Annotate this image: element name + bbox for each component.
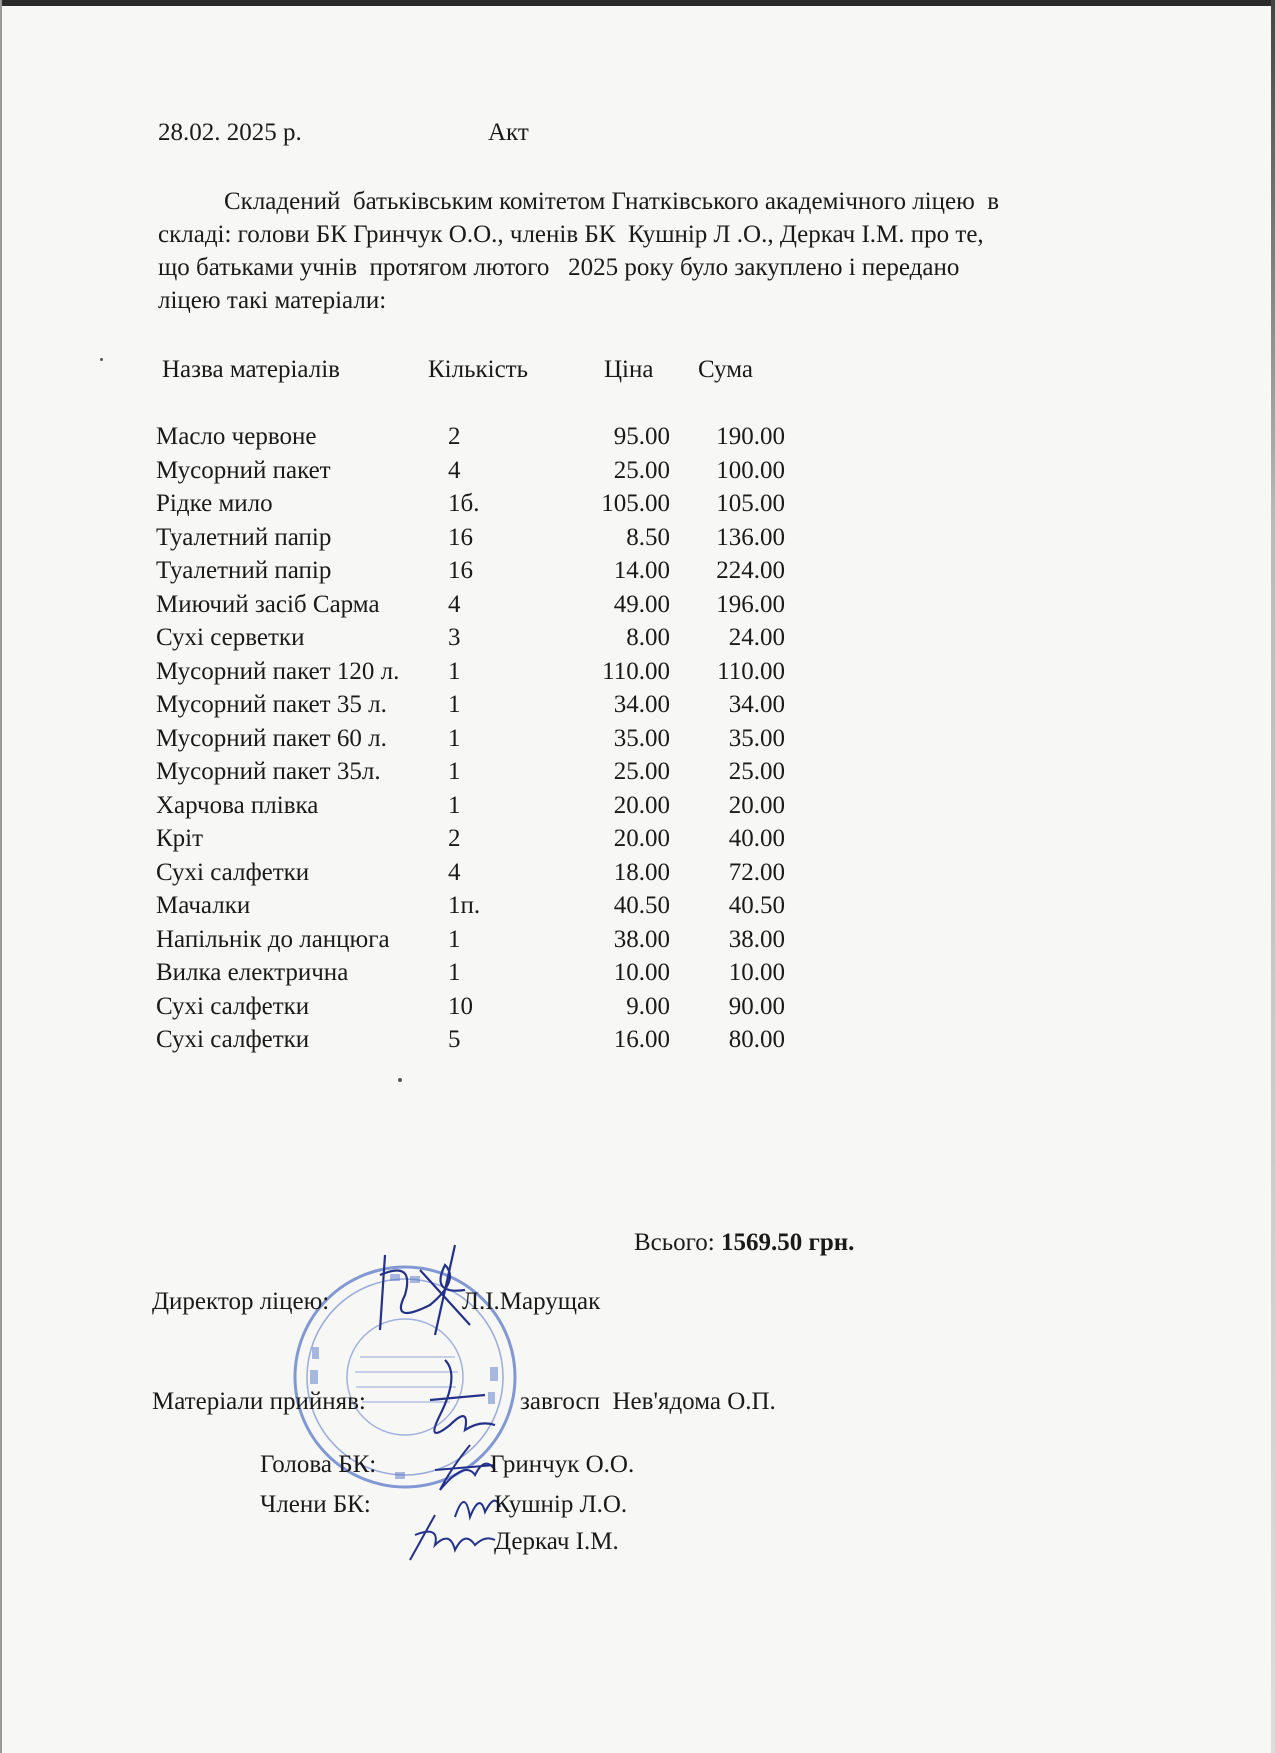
table-row: [0, 923, 1275, 956]
cell-name: Масло червоне: [156, 423, 317, 450]
document-date: 28.02. 2025 р.: [158, 119, 302, 146]
cell-name: Сухі салфетки: [156, 858, 310, 886]
cell-name: Мусорний пакет 35л.: [156, 758, 381, 785]
cell-sum: 40.50: [728, 892, 785, 919]
intro-paragraph: [158, 185, 1148, 317]
cell-price: 18.00: [613, 858, 670, 886]
table-row: [0, 588, 1275, 621]
cell-name: Мусорний пакет 35 л.: [156, 691, 387, 718]
cell-sum: 40.00: [728, 825, 785, 852]
cell-qty: 2: [448, 825, 461, 852]
scan-speck: [100, 358, 103, 361]
table-row: [0, 789, 1275, 822]
cell-price: 9.00: [626, 992, 670, 1020]
document-title: Акт: [488, 119, 529, 146]
cell-name: Миючий засіб Сарма: [156, 590, 380, 618]
intro-line: Складений батьківським комітетом Гнатківського академічного ліцею в: [224, 188, 1000, 215]
cell-qty: 1: [448, 691, 461, 718]
cell-sum: 136.00: [716, 523, 785, 551]
header-name: Назва матеріалів: [162, 356, 340, 383]
table-header-row: [0, 353, 1275, 386]
accepted-signature: [410, 1355, 510, 1445]
cell-price: 25.00: [613, 758, 670, 785]
cell-name: Кріт: [156, 825, 204, 852]
header-sum: Сума: [698, 356, 753, 383]
cell-sum: 105.00: [716, 490, 785, 517]
cell-price: 35.00: [613, 724, 670, 752]
total-label: Всього:: [634, 1229, 715, 1256]
cell-qty: 1: [448, 657, 461, 685]
cell-qty: 5: [448, 1026, 461, 1053]
cell-qty: 4: [448, 858, 461, 886]
cell-qty: 1: [448, 758, 461, 785]
cell-name: Сухі серветки: [156, 624, 305, 651]
cell-qty: 4: [448, 456, 461, 484]
cell-sum: 10.00: [728, 959, 785, 986]
intro-line: що батьками учнів протягом лютого 2025 року було закуплено і передано: [158, 254, 960, 281]
accepted-name: завгосп Нев'ядома О.П.: [520, 1388, 776, 1415]
cell-price: 20.00: [613, 825, 670, 852]
cell-sum: 100.00: [716, 456, 785, 484]
cell-price: 8.50: [626, 523, 670, 551]
cell-sum: 224.00: [716, 557, 785, 584]
total-line: [634, 1228, 854, 1258]
cell-price: 34.00: [613, 691, 670, 718]
total-value: 1569.50 грн.: [721, 1229, 855, 1256]
member1-name: Кушнір Л.О.: [494, 1491, 628, 1518]
cell-name: Напільнік до ланцюга: [156, 925, 390, 953]
cell-qty: 16: [448, 523, 473, 551]
cell-sum: 38.00: [728, 925, 785, 953]
table-row: [0, 655, 1275, 688]
cell-name: Рідке мило: [156, 490, 273, 517]
cell-sum: 72.00: [728, 858, 785, 886]
table-row: [0, 755, 1275, 788]
cell-qty: 1: [448, 724, 461, 752]
head-name: Гринчук О.О.: [490, 1451, 635, 1478]
cell-name: Харчова плівка: [156, 791, 319, 819]
cell-name: Мусорний пакет 120 л.: [156, 657, 400, 685]
cell-sum: 190.00: [716, 423, 785, 450]
cell-name: Вилка електрична: [156, 959, 349, 986]
cell-sum: 80.00: [728, 1026, 785, 1053]
cell-qty: 1: [448, 925, 461, 953]
cell-sum: 25.00: [728, 758, 785, 785]
table-row: [0, 554, 1275, 587]
table-row: [0, 454, 1275, 487]
cell-qty: 1: [448, 791, 461, 819]
table-row: [0, 1023, 1275, 1056]
header-price: Ціна: [604, 356, 654, 383]
table-row: [0, 621, 1275, 654]
cell-qty: 3: [448, 624, 461, 651]
director-name: Л.І.Марущак: [462, 1288, 601, 1315]
cell-price: 16.00: [613, 1026, 670, 1053]
cell-price: 95.00: [613, 423, 670, 450]
cell-sum: 24.00: [728, 624, 785, 651]
cell-sum: 20.00: [728, 791, 785, 819]
cell-qty: 1: [448, 959, 461, 986]
scan-border-top: [0, 0, 1275, 6]
cell-price: 8.00: [626, 624, 670, 651]
table-row: [0, 822, 1275, 855]
cell-price: 14.00: [613, 557, 670, 584]
header-qty: Кількість: [428, 356, 529, 383]
cell-qty: 2: [448, 423, 461, 450]
table-row: [0, 856, 1275, 889]
director-label: Директор ліцею:: [152, 1288, 330, 1315]
cell-price: 20.00: [613, 791, 670, 819]
cell-qty: 1б.: [448, 490, 480, 517]
cell-name: Сухі салфетки: [156, 992, 310, 1020]
cell-price: 49.00: [613, 590, 670, 618]
intro-line: ліцею такі матеріали:: [158, 287, 387, 314]
head-label: Голова БК:: [260, 1451, 377, 1478]
member2-name: Деркач І.М.: [494, 1528, 619, 1555]
cell-qty: 4: [448, 590, 461, 618]
table-row: [0, 722, 1275, 755]
intro-line: складі: голови БК Гринчук О.О., членів БК Кушнір Л .О., Деркач І.М. про те,: [158, 221, 984, 248]
accepted-label: Матеріали прийняв:: [152, 1388, 366, 1415]
cell-sum: 35.00: [728, 724, 785, 752]
members-label: Члени БК:: [260, 1491, 371, 1518]
cell-price: 10.00: [613, 959, 670, 986]
table-row: [0, 420, 1275, 453]
cell-price: 40.50: [613, 892, 670, 919]
cell-sum: 34.00: [728, 691, 785, 718]
cell-qty: 10: [448, 992, 473, 1020]
cell-name: Мусорний пакет: [156, 456, 331, 484]
cell-price: 110.00: [602, 657, 670, 685]
cell-qty: 16: [448, 557, 473, 584]
cell-sum: 90.00: [728, 992, 785, 1020]
cell-price: 105.00: [601, 490, 670, 517]
cell-name: Сухі салфетки: [156, 1026, 310, 1053]
cell-price: 38.00: [613, 925, 670, 953]
cell-qty: 1п.: [448, 892, 481, 919]
cell-sum: 196.00: [716, 590, 785, 618]
table-row: [0, 487, 1275, 520]
cell-name: Туалетний папір: [156, 523, 332, 551]
table-row: [0, 990, 1275, 1023]
cell-sum: 110.00: [717, 657, 785, 685]
table-row: [0, 688, 1275, 721]
member2-signature: [400, 1510, 500, 1565]
cell-name: Мачалки: [156, 892, 251, 919]
table-row: [0, 889, 1275, 922]
cell-name: Мусорний пакет 60 л.: [156, 724, 387, 752]
table-row: [0, 521, 1275, 554]
cell-price: 25.00: [613, 456, 670, 484]
scan-speck: [398, 1078, 402, 1082]
table-row: [0, 956, 1275, 989]
cell-name: Туалетний папір: [156, 557, 332, 584]
